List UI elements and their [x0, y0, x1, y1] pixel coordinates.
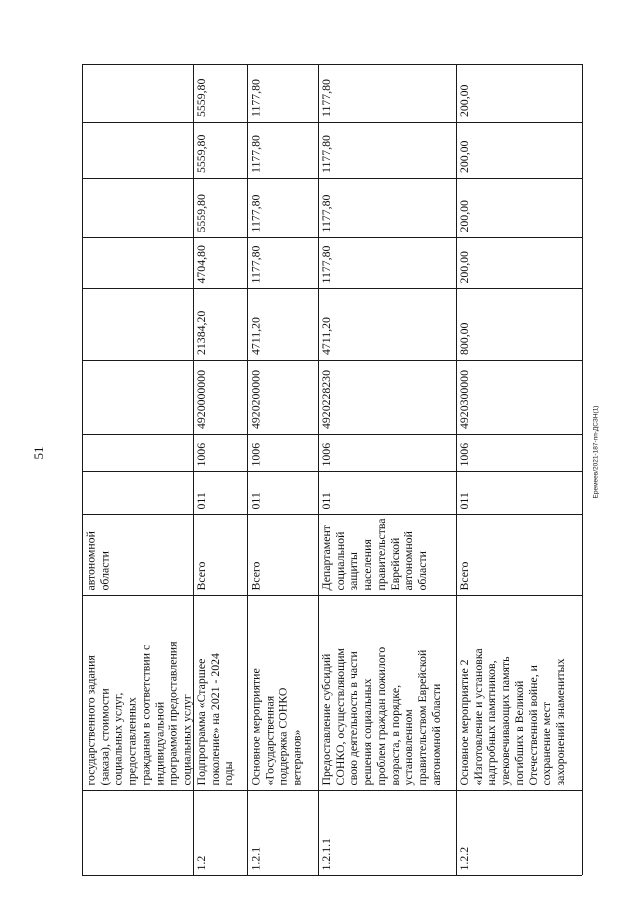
total-value — [82, 288, 193, 360]
total-value-text: 21384,20 — [194, 310, 208, 355]
row-number — [82, 790, 193, 875]
section-code — [318, 434, 456, 471]
name-cell — [82, 595, 193, 790]
target-article — [247, 360, 318, 434]
grbs-code — [318, 471, 456, 514]
name-cell-line: годы — [221, 760, 236, 785]
executor-cell-line: социальной — [332, 531, 347, 590]
row-number-text: 1.2.2 — [457, 846, 471, 870]
grbs-code-text: 011 — [194, 491, 208, 509]
name-cell-line: Основное мероприятие 2 — [457, 658, 471, 785]
year-2021-value — [318, 237, 456, 288]
total-value — [247, 288, 318, 360]
year-2023-value-text: 1177,80 — [319, 135, 333, 173]
grbs-code — [193, 471, 247, 514]
name-cell-line: правительством Еврейской — [414, 649, 429, 785]
total-value-text: 800,00 — [457, 322, 471, 355]
name-cell-line: проблем граждан пожилого — [373, 646, 388, 785]
year-2023-value — [456, 122, 582, 178]
year-2023-value-text: 5559,80 — [194, 134, 208, 173]
name-cell — [193, 595, 247, 790]
year-2022-value — [193, 178, 247, 237]
target-article-text: 4920228230 — [319, 370, 333, 429]
executor-cell — [456, 514, 582, 595]
executor-cell-line: Всего — [248, 561, 262, 590]
executor-cell — [193, 514, 247, 595]
target-article — [193, 360, 247, 434]
name-cell-line: гражданам в соответствии с — [137, 644, 152, 785]
section-code — [82, 434, 193, 471]
name-cell-line: установленном — [401, 708, 416, 785]
name-cell-line: Предоставление субсидий — [319, 653, 333, 785]
target-article-text: 4920000000 — [194, 370, 208, 429]
total-value — [318, 288, 456, 360]
year-2021-value-text: 1177,80 — [319, 245, 333, 283]
executor-cell — [247, 514, 318, 595]
executor-cell-line: правительства — [373, 517, 388, 590]
executor-cell — [318, 514, 456, 595]
executor-cell-line: Всего — [194, 561, 208, 590]
section-code — [193, 434, 247, 471]
year-2021-value — [82, 237, 193, 288]
row-number — [456, 790, 582, 875]
name-cell-line: возраста, в порядке, — [387, 684, 402, 785]
target-article-text: 4920300000 — [457, 370, 471, 429]
name-cell-line: предоставленных — [124, 696, 139, 785]
footer-text: Еремеев/2021-187-пп-ДСЗН(1) — [592, 405, 600, 499]
grbs-code-text: 011 — [457, 491, 471, 509]
grbs-code-text: 011 — [248, 491, 262, 509]
year-2022-value-text: 1177,80 — [319, 194, 333, 232]
row-number-text: 1.2 — [194, 855, 208, 870]
name-cell-line: социальных услуг, — [110, 692, 125, 785]
total-value — [193, 288, 247, 360]
section-code-text: 1006 — [248, 442, 262, 466]
name-cell-line: (заказа), стоимости — [96, 687, 111, 785]
year-2022-value — [247, 178, 318, 237]
row-number — [193, 790, 247, 875]
name-cell-line: социальных услуг — [178, 693, 193, 785]
year-2022-value-text: 5559,80 — [194, 193, 208, 232]
executor-cell-line: Департамент — [319, 524, 333, 590]
executor-cell-line: области — [96, 550, 111, 590]
year-2023-value-text: 200,00 — [457, 140, 471, 173]
year-2022-value-text: 200,00 — [457, 199, 471, 232]
total-value — [456, 288, 582, 360]
grbs-code — [247, 471, 318, 514]
year-2021-value-text: 200,00 — [457, 250, 471, 283]
name-cell-line: ветеранов» — [289, 729, 304, 785]
name-cell — [318, 595, 456, 790]
name-cell-line: «Государственная — [261, 695, 276, 785]
section-code — [456, 434, 582, 471]
year-2022-value — [318, 178, 456, 237]
executor-cell-line: защиты — [346, 551, 361, 590]
name-cell-line: свою деятельность в части — [346, 650, 361, 785]
table-gridline-vertical — [582, 64, 583, 875]
section-code — [247, 434, 318, 471]
year-2022-value — [456, 178, 582, 237]
year-2023-value — [247, 122, 318, 178]
year-2024-value-text: 5559,80 — [194, 78, 208, 117]
section-code-text: 1006 — [319, 442, 333, 466]
name-cell-line: индивидуальной — [151, 701, 166, 785]
year-2021-value — [247, 237, 318, 288]
year-2023-value — [193, 122, 247, 178]
name-cell-line: программой предоставления — [165, 640, 180, 785]
target-article-text: 4920200000 — [248, 370, 262, 429]
year-2021-value — [456, 237, 582, 288]
executor-cell-line: области — [414, 550, 429, 590]
executor-cell-line: Еврейской — [387, 537, 402, 590]
target-article — [456, 360, 582, 434]
year-2024-value-text: 1177,80 — [248, 79, 262, 117]
name-cell-line: государственного задания — [83, 654, 97, 785]
name-cell-line: решения социальных — [360, 678, 375, 785]
year-2023-value — [82, 122, 193, 178]
year-2021-value-text: 1177,80 — [248, 245, 262, 283]
grbs-code — [82, 471, 193, 514]
grbs-code-text: 011 — [319, 491, 333, 509]
name-cell-line: «Изготовление и установка — [470, 647, 485, 785]
executor-cell-line: населения — [360, 538, 375, 590]
page-number: 51 — [31, 446, 46, 460]
name-cell — [456, 595, 582, 790]
name-cell-line: СОНКО, осуществляющим — [332, 647, 347, 785]
year-2024-value — [247, 64, 318, 122]
year-2022-value-text: 1177,80 — [248, 194, 262, 232]
executor-cell-line: автономной — [401, 530, 416, 590]
row-number-text: 1.2.1.1 — [319, 837, 333, 870]
row-number — [247, 790, 318, 875]
name-cell-line: увековечивающих память — [498, 655, 513, 785]
year-2021-value — [193, 237, 247, 288]
name-cell-line: Отечественной войне, и — [525, 664, 540, 785]
year-2024-value-text: 1177,80 — [319, 79, 333, 117]
year-2024-value — [318, 64, 456, 122]
section-code-text: 1006 — [457, 442, 471, 466]
target-article — [318, 360, 456, 434]
grbs-code — [456, 471, 582, 514]
name-cell-line: автономной области — [428, 683, 443, 785]
name-cell-line: надгробных памятников, — [484, 659, 499, 785]
name-cell-line: захоронений знаменитых — [552, 658, 567, 785]
name-cell-line: поколение» на 2021 - 2024 — [207, 652, 222, 785]
total-value-text: 4711,20 — [319, 317, 333, 355]
name-cell-line: сохранение мест — [539, 701, 554, 785]
year-2024-value — [82, 64, 193, 122]
name-cell — [247, 595, 318, 790]
year-2022-value — [82, 178, 193, 237]
name-cell-line: Подпрограмма «Старшее — [194, 658, 208, 785]
year-2023-value-text: 1177,80 — [248, 135, 262, 173]
total-value-text: 4711,20 — [248, 317, 262, 355]
row-number — [318, 790, 456, 875]
executor-cell-line: автономной — [83, 530, 97, 590]
section-code-text: 1006 — [194, 442, 208, 466]
year-2024-value — [193, 64, 247, 122]
year-2024-value — [456, 64, 582, 122]
target-article — [82, 360, 193, 434]
row-number-text: 1.2.1 — [248, 846, 262, 870]
year-2024-value-text: 200,00 — [457, 84, 471, 117]
executor-cell-line: Всего — [457, 561, 471, 590]
year-2021-value-text: 4704,80 — [194, 244, 208, 283]
year-2023-value — [318, 122, 456, 178]
name-cell-line: поддержка СОНКО — [275, 687, 290, 785]
name-cell-line: Основное мероприятие — [248, 667, 262, 785]
executor-cell — [82, 514, 193, 595]
name-cell-line: погибших в Великой — [511, 680, 526, 785]
